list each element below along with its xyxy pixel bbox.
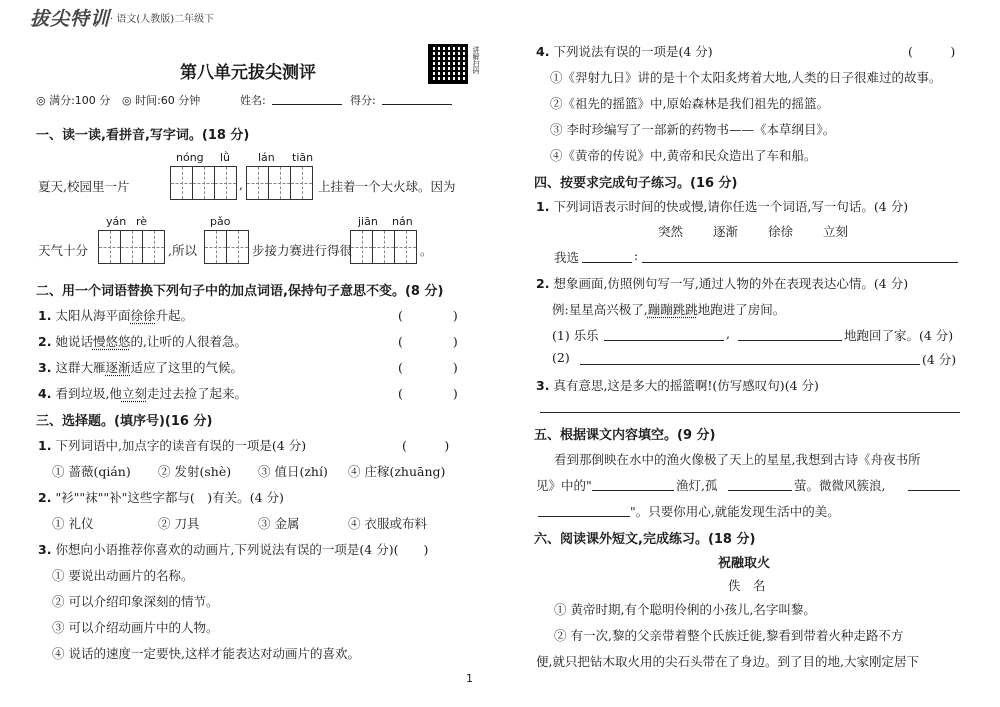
answer-blank[interactable]: [604, 340, 724, 341]
section-1-title: 一、读一读,看拼音,写字词。(18 分): [36, 128, 250, 143]
section-4-title: 四、按要求完成句子练习。(16 分): [534, 176, 738, 191]
answer-paren[interactable]: ( ): [398, 334, 458, 349]
sub-question-1: (1) 乐乐: [552, 328, 599, 343]
answer-blank[interactable]: [580, 364, 920, 365]
brand-logo: 拔尖特训: [30, 8, 111, 30]
qr-note: 讲解扫码: [472, 46, 480, 74]
name-label: 姓名:: [240, 94, 266, 107]
answer-blank[interactable]: [540, 412, 960, 413]
answer-blank[interactable]: [738, 340, 842, 341]
writing-grid[interactable]: [98, 230, 164, 264]
score-field[interactable]: [382, 104, 452, 105]
word-list: 突然 逐渐 徐徐 立刻: [658, 224, 849, 239]
pinyin: nán: [392, 215, 413, 228]
page-title: 第八单元拔尖测评: [180, 63, 316, 83]
question-item: 1. 太阳从海平面徐徐升起。: [38, 308, 193, 323]
story-paragraph: 便,就只把钻木取火用的尖石头带在了身边。到了目的地,大家刚定居下: [536, 654, 919, 669]
fill-text: 夏天,校园里一片: [38, 179, 130, 194]
question-item: 2. "衫""袜""补"这些字都与( )有关。(4 分): [38, 490, 284, 505]
full-score: ◎ 满分:100 分: [36, 94, 111, 107]
writing-grid[interactable]: [246, 166, 312, 200]
passage-line: 萤。微微风簇浪,: [794, 478, 886, 493]
question-item: 1. 下列词语表示时间的快或慢,请你任选一个词语,写一句话。(4 分): [536, 199, 909, 214]
question-item: 3. 你想向小语推荐你喜欢的动画片,下列说法有误的一项是(4 分)( ): [38, 542, 429, 557]
passage-line: "。只要你用心,就能发现生活中的美。: [630, 504, 840, 519]
pinyin: pǎo: [210, 215, 231, 228]
story-title: 祝融取火: [718, 556, 771, 571]
option[interactable]: ② 发射(shè): [158, 464, 232, 479]
page-number: 1: [466, 672, 473, 685]
option[interactable]: ④ 衣服或布料: [348, 516, 427, 531]
fill-text: ,: [239, 177, 243, 192]
subject-label: · 语文(人教版)二年级下: [110, 14, 215, 25]
comma: ,: [726, 326, 730, 341]
option[interactable]: ②《祖先的摇篮》中,原始森林是我们祖先的摇篮。: [550, 96, 829, 111]
fill-text: 上挂着一个大火球。因为: [318, 179, 456, 194]
answer-paren[interactable]: ( ): [908, 44, 956, 59]
option[interactable]: ③ 值日(zhí): [258, 464, 328, 479]
writing-grid[interactable]: [204, 230, 248, 264]
option[interactable]: ① 礼仪: [52, 516, 94, 531]
score-label: 得分:: [350, 94, 376, 107]
qr-code-icon[interactable]: [428, 44, 468, 84]
answer-paren[interactable]: ( ): [398, 360, 458, 375]
question-item: 3. 这群大雁逐渐适应了这里的气候。: [38, 360, 243, 375]
sub-question-1-tail: 地跑回了家。(4 分): [844, 328, 954, 343]
story-paragraph: ② 有一次,黎的父亲带着整个氏族迁徙,黎看到带着火种走路不方: [554, 628, 904, 643]
section-6-title: 六、阅读课外短文,完成练习。(18 分): [534, 532, 756, 547]
option[interactable]: ① 要说出动画片的名称。: [52, 568, 194, 583]
passage-line: 见》中的": [536, 478, 592, 493]
section-3-title: 三、选择题。(填序号)(16 分): [36, 414, 213, 429]
fill-text: 天气十分: [38, 243, 89, 258]
section-2-title: 二、用一个词语替换下列句子中的加点词语,保持句子意思不变。(8 分): [36, 284, 444, 299]
choice-blank[interactable]: [582, 262, 632, 263]
question-item: 2. 她说话慢悠悠的,让听的人很着急。: [38, 334, 247, 349]
fill-text: 。: [420, 243, 433, 258]
sub-question-2-tail: (4 分): [922, 352, 957, 367]
question-item: 4. 下列说法有误的一项是(4 分): [536, 44, 713, 59]
poem-blank[interactable]: [728, 490, 792, 491]
poem-blank[interactable]: [538, 516, 630, 517]
option[interactable]: ③ 可以介绍动画片中的人物。: [52, 620, 219, 635]
pinyin: tiān: [292, 151, 314, 164]
left-column: [30, 0, 500, 707]
question-item: 2. 想象画面,仿照例句写一写,通过人物的外在表现表达心情。(4 分): [536, 276, 909, 291]
option[interactable]: ④ 庄稼(zhuāng): [348, 464, 446, 479]
option[interactable]: ④ 说话的速度一定要快,这样才能表达对动画片的喜欢。: [52, 646, 360, 661]
pinyin: nóng: [176, 151, 204, 164]
story-paragraph: ① 黄帝时期,有个聪明伶俐的小孩儿,名字叫黎。: [554, 602, 816, 617]
name-field[interactable]: [272, 104, 342, 105]
pinyin: yán: [106, 215, 127, 228]
option[interactable]: ② 可以介绍印象深刻的情节。: [52, 594, 219, 609]
poem-blank[interactable]: [908, 490, 960, 491]
passage-line: 看到那倒映在水中的渔火像极了天上的星星,我想到古诗《舟夜书所: [554, 452, 921, 467]
option[interactable]: ① 蔷薇(qián): [52, 464, 131, 479]
writing-grid[interactable]: [350, 230, 416, 264]
section-5-title: 五、根据课文内容填空。(9 分): [534, 428, 716, 443]
passage-line: 渔灯,孤: [676, 478, 718, 493]
sentence-blank[interactable]: [642, 262, 958, 263]
pinyin: lǜ: [220, 151, 231, 164]
example-sentence: 例:星星高兴极了,蹦蹦跳跳地跑进了房间。: [552, 302, 786, 317]
right-column: [528, 0, 968, 707]
question-item: 3. 真有意思,这是多大的摇篮啊!(仿写感叹句)(4 分): [536, 378, 819, 393]
question-item: 4. 看到垃圾,他立刻走过去捡了起来。: [38, 386, 247, 401]
colon: :: [634, 248, 639, 263]
answer-paren[interactable]: ( ): [398, 308, 458, 323]
writing-grid[interactable]: [170, 166, 236, 200]
option[interactable]: ② 刀具: [158, 516, 200, 531]
story-author: 佚 名: [728, 578, 766, 593]
answer-paren[interactable]: ( ): [398, 386, 458, 401]
pinyin: jiān: [358, 215, 378, 228]
sub-question-2: (2): [552, 350, 570, 365]
option[interactable]: ③ 金属: [258, 516, 300, 531]
answer-paren[interactable]: ( ): [402, 438, 450, 453]
choose-label: 我选: [554, 250, 580, 265]
option[interactable]: ①《羿射九日》讲的是十个太阳炙烤着大地,人类的日子很难过的故事。: [550, 70, 942, 85]
fill-text: ,所以: [168, 243, 197, 258]
fill-text: 步接力赛进行得很: [252, 243, 353, 258]
question-item: 1. 下列词语中,加点字的读音有误的一项是(4 分): [38, 438, 307, 453]
option[interactable]: ③ 李时珍编写了一部新的药物书——《本草纲目》。: [550, 122, 836, 137]
pinyin: lán: [258, 151, 275, 164]
option[interactable]: ④《黄帝的传说》中,黄帝和民众造出了车和船。: [550, 148, 817, 163]
pinyin: rè: [136, 215, 148, 228]
time-limit: ◎ 时间:60 分钟: [122, 94, 201, 107]
poem-blank[interactable]: [592, 490, 674, 491]
